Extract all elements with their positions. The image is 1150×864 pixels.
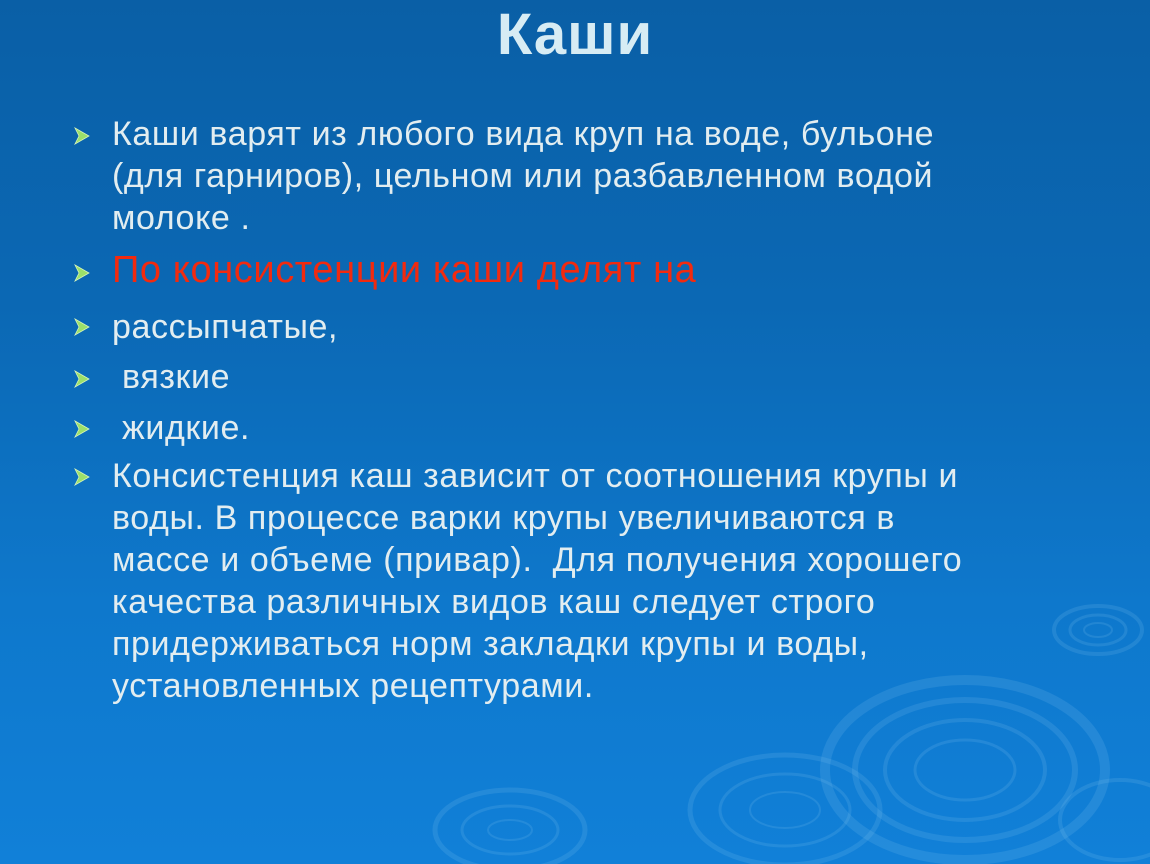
arrow-bullet-icon (72, 466, 94, 488)
bullet-text (112, 113, 1112, 239)
arrow-bullet-icon (72, 368, 94, 390)
bullet-line: воды. В процессе варки крупы увеличиваются в (112, 499, 896, 537)
bullet-line: качества различных видов каш следует строго (112, 583, 876, 621)
bullet-text (112, 248, 1112, 292)
bullet-line: придерживаться норм закладки крупы и воды, (112, 625, 869, 663)
bullet-line: Консистенция каш зависит от соотношения крупы и (112, 457, 959, 495)
bullet-line: молоке . (112, 199, 251, 237)
bullet-text (112, 407, 1112, 449)
bullet-text (112, 356, 1112, 398)
arrow-bullet-icon (72, 418, 94, 440)
bullet-line: (для гарниров), цельном или разбавленном водой (112, 157, 934, 195)
slide-title: Каши (496, 2, 654, 67)
bullet-line: установленных рецептурами. (112, 667, 594, 705)
arrow-bullet-icon (72, 262, 94, 284)
arrow-bullet-icon (72, 316, 94, 338)
bullet-line: По консистенции каши делят на (112, 249, 697, 291)
bullet-line: жидкие. (112, 409, 251, 447)
arrow-bullet-icon (72, 125, 94, 147)
bullet-line: Каши варят из любого вида круп на воде, бульоне (112, 115, 935, 153)
bullet-line: рассыпчатые, (112, 308, 339, 346)
bullet-line: массе и объеме (привар). Для получения хорошего (112, 541, 963, 579)
bullet-line: вязкие (112, 358, 231, 396)
bullet-text (112, 455, 1112, 707)
bullet-text (112, 306, 1112, 348)
